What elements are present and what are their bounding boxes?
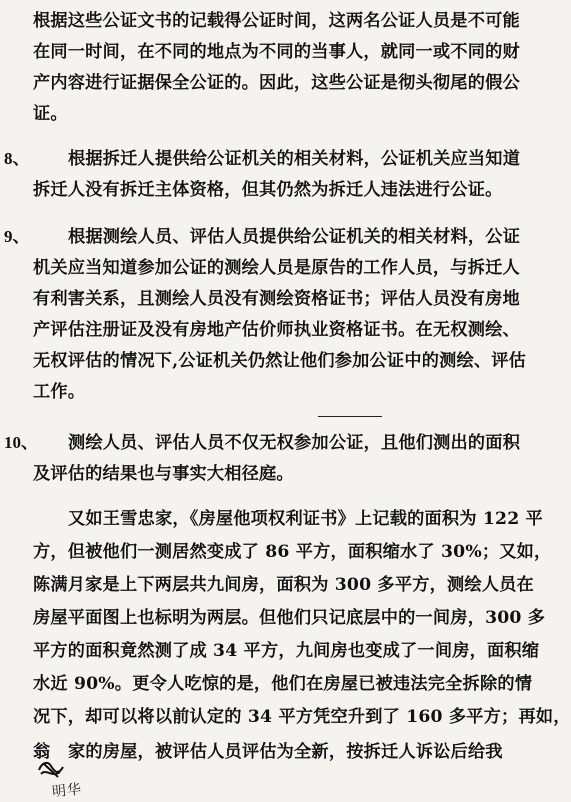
item-number: 10、 — [4, 433, 38, 452]
text-line: 产评估注册证及没有房地产估价师执业资格证书。在无权测绘、 — [33, 320, 520, 340]
text-line: 陈满月家是上下两层共九间房，面积为 300 多平方，测绘人员在 — [33, 575, 534, 595]
text-line: 水近 90%。更令人吃惊的是，他们在房屋已被违法完全拆除的情 — [33, 674, 533, 694]
text-line: 证。 — [33, 104, 68, 124]
text-line: 况下，却可以将以前认定的 34 平方凭空升到了 160 多平方；再如， — [33, 707, 571, 727]
text-line: 在同一时间，在不同的地点为不同的当事人，就同一或不同的财 — [33, 42, 520, 62]
text-line: 机关应当知道参加公证的测绘人员是原告的工作人员，与拆迁人 — [33, 258, 520, 278]
text-line: 房屋平面图上也标明为两层。但他们只记底层中的一间房，300 多 — [33, 608, 546, 628]
text-line: 家的房屋，被评估人员评估为全新，按拆迁人诉讼后给我 — [68, 742, 503, 762]
text-line: 及评估的结果也与事实大相径庭。 — [33, 464, 294, 484]
item-number: 9、 — [4, 227, 30, 246]
text-line: 根据这些公证文书的记载得公证时间，这两名公证人员是不可能 — [33, 11, 520, 31]
text-line: 方，但被他们一测居然变成了 86 平方，面积缩水了 30%；又如， — [33, 542, 552, 562]
text-line: 有利害关系，且测绘人员没有测绘资格证书；评估人员没有房地 — [33, 289, 520, 309]
text-line: 翁 — [33, 742, 51, 762]
text-line: 工作。 — [33, 382, 86, 402]
text-line: 根据拆迁人提供给公证机关的相关材料，公证机关应当知道 — [68, 149, 521, 169]
text-line: 平方的面积竟然测了成 34 平方，九间房也变成了一间房，面积缩 — [33, 641, 540, 661]
horizontal-rule — [318, 416, 382, 417]
text-line: 测绘人员、评估人员不仅无权参加公证，且他们测出的面积 — [68, 433, 521, 453]
item-number: 8、 — [4, 149, 30, 168]
text-line: 拆迁人没有拆迁主体资格，但其仍然为拆迁人违法进行公证。 — [33, 180, 503, 200]
handwritten-scribble — [36, 758, 66, 782]
handwritten-signature: 明华 — [51, 781, 83, 801]
text-line: 无权评估的情况下,公证机关仍然让他们参加公证中的测绘、评估 — [33, 351, 527, 371]
text-line: 又如王雪忠家，《房屋他项权利证书》上记载的面积为 122 平 — [68, 509, 543, 529]
text-line: 产内容进行证据保全公证的。因此，这些公证是彻头彻尾的假公 — [33, 73, 520, 93]
text-line: 根据测绘人员、评估人员提供给公证机关的相关材料，公证 — [68, 227, 521, 247]
